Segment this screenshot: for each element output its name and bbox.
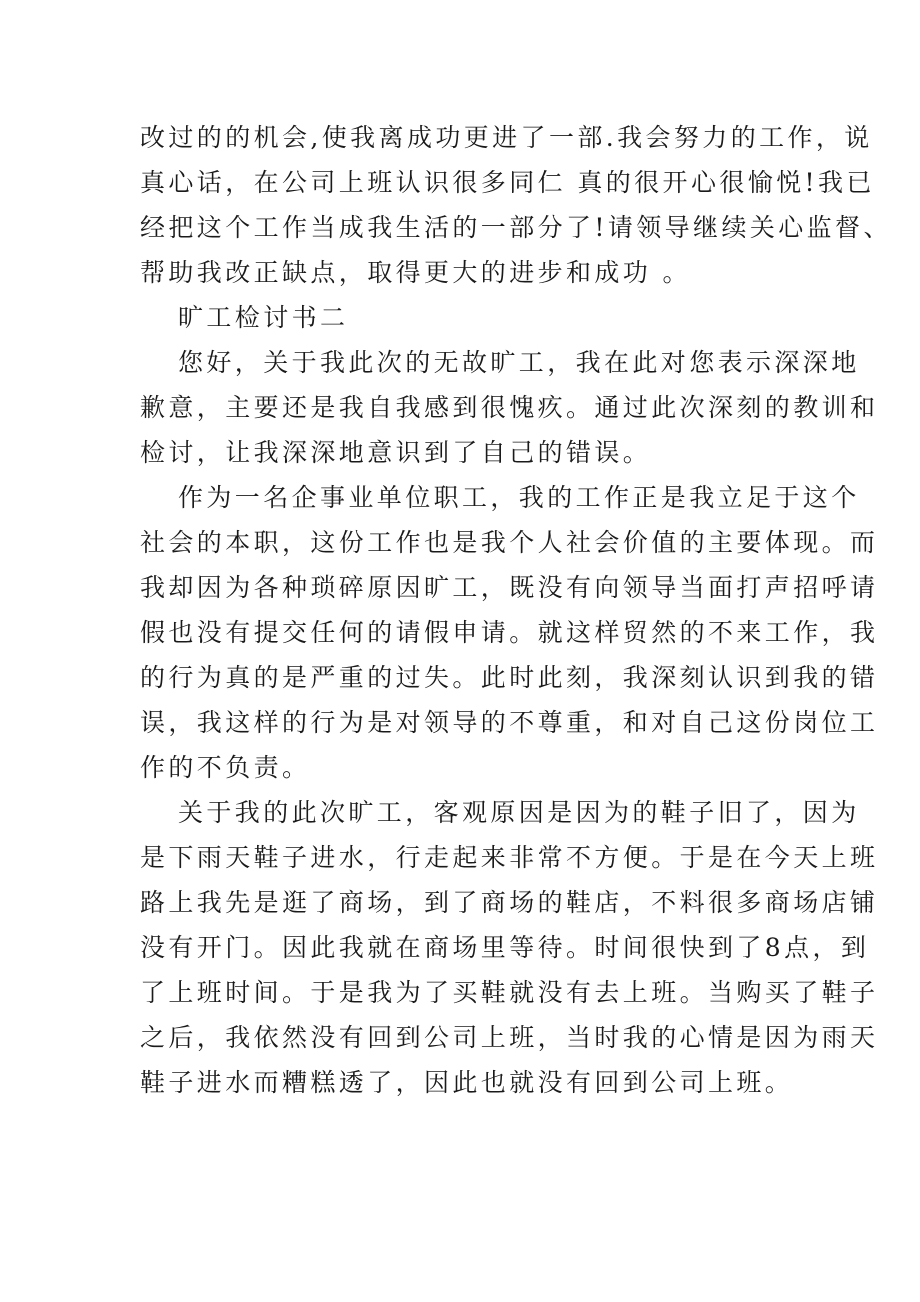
text-line: 经把这个工作当成我生活的一部分了!请领导继续关心监督、 [140, 213, 892, 242]
text-line: 误，我这样的行为是对领导的不尊重，和对自己这份岗位工 [140, 708, 879, 737]
section-heading [140, 295, 800, 340]
text-line: 之后，我依然没有回到公司上班，当时我的心情是因为雨天 [140, 1023, 879, 1052]
paragraph-reason [140, 790, 879, 1105]
document-body [140, 115, 892, 1105]
text-line: 检讨，让我深深地意识到了自己的错误。 [140, 438, 652, 467]
text-line: 假也没有提交任何的请假申请。就这样贸然的不来工作，我 [140, 618, 879, 647]
heading-text: 旷工检讨书二 [178, 303, 349, 332]
text-line: 路上我先是逛了商场，到了商场的鞋店，不料很多商场店铺 [140, 888, 879, 917]
text-line: 了上班时间。于是我为了买鞋就没有去上班。当购买了鞋子 [140, 978, 879, 1007]
paragraph-continuation [140, 115, 892, 295]
text-line: 歉意，主要还是我自我感到很愧疚。通过此次深刻的教训和 [140, 393, 879, 422]
text-line: 作的不负责。 [140, 753, 311, 782]
text-line: 是下雨天鞋子进水，行走起来非常不方便。于是在今天上班 [140, 843, 879, 872]
paragraph-responsibility [140, 475, 879, 790]
paragraph-greeting [140, 340, 879, 475]
text-line: 作为一名企事业单位职工，我的工作正是我立足于这个 [178, 483, 860, 512]
text-line: 我却因为各种琐碎原因旷工，既没有向领导当面打声招呼请 [140, 573, 879, 602]
text-line: 关于我的此次旷工，客观原因是因为的鞋子旧了，因为 [178, 798, 860, 827]
text-line: 帮助我改正缺点，取得更大的进步和成功 。 [140, 258, 691, 287]
text-line: 的行为真的是严重的过失。此时此刻，我深刻认识到我的错 [140, 663, 879, 692]
text-line: 社会的本职，这份工作也是我个人社会价值的主要体现。而 [140, 528, 879, 557]
text-line: 真心话，在公司上班认识很多同仁 真的很开心很愉悦!我已 [140, 168, 875, 197]
text-line: 您好，关于我此次的无故旷工，我在此对您表示深深地 [178, 348, 860, 377]
text-line: 鞋子进水而糟糕透了，因此也就没有回到公司上班。 [140, 1068, 794, 1097]
text-line: 改过的的机会,使我离成功更进了一部.我会努力的工作，说 [140, 123, 873, 152]
text-line: 没有开门。因此我就在商场里等待。时间很快到了8点，到 [140, 933, 870, 962]
